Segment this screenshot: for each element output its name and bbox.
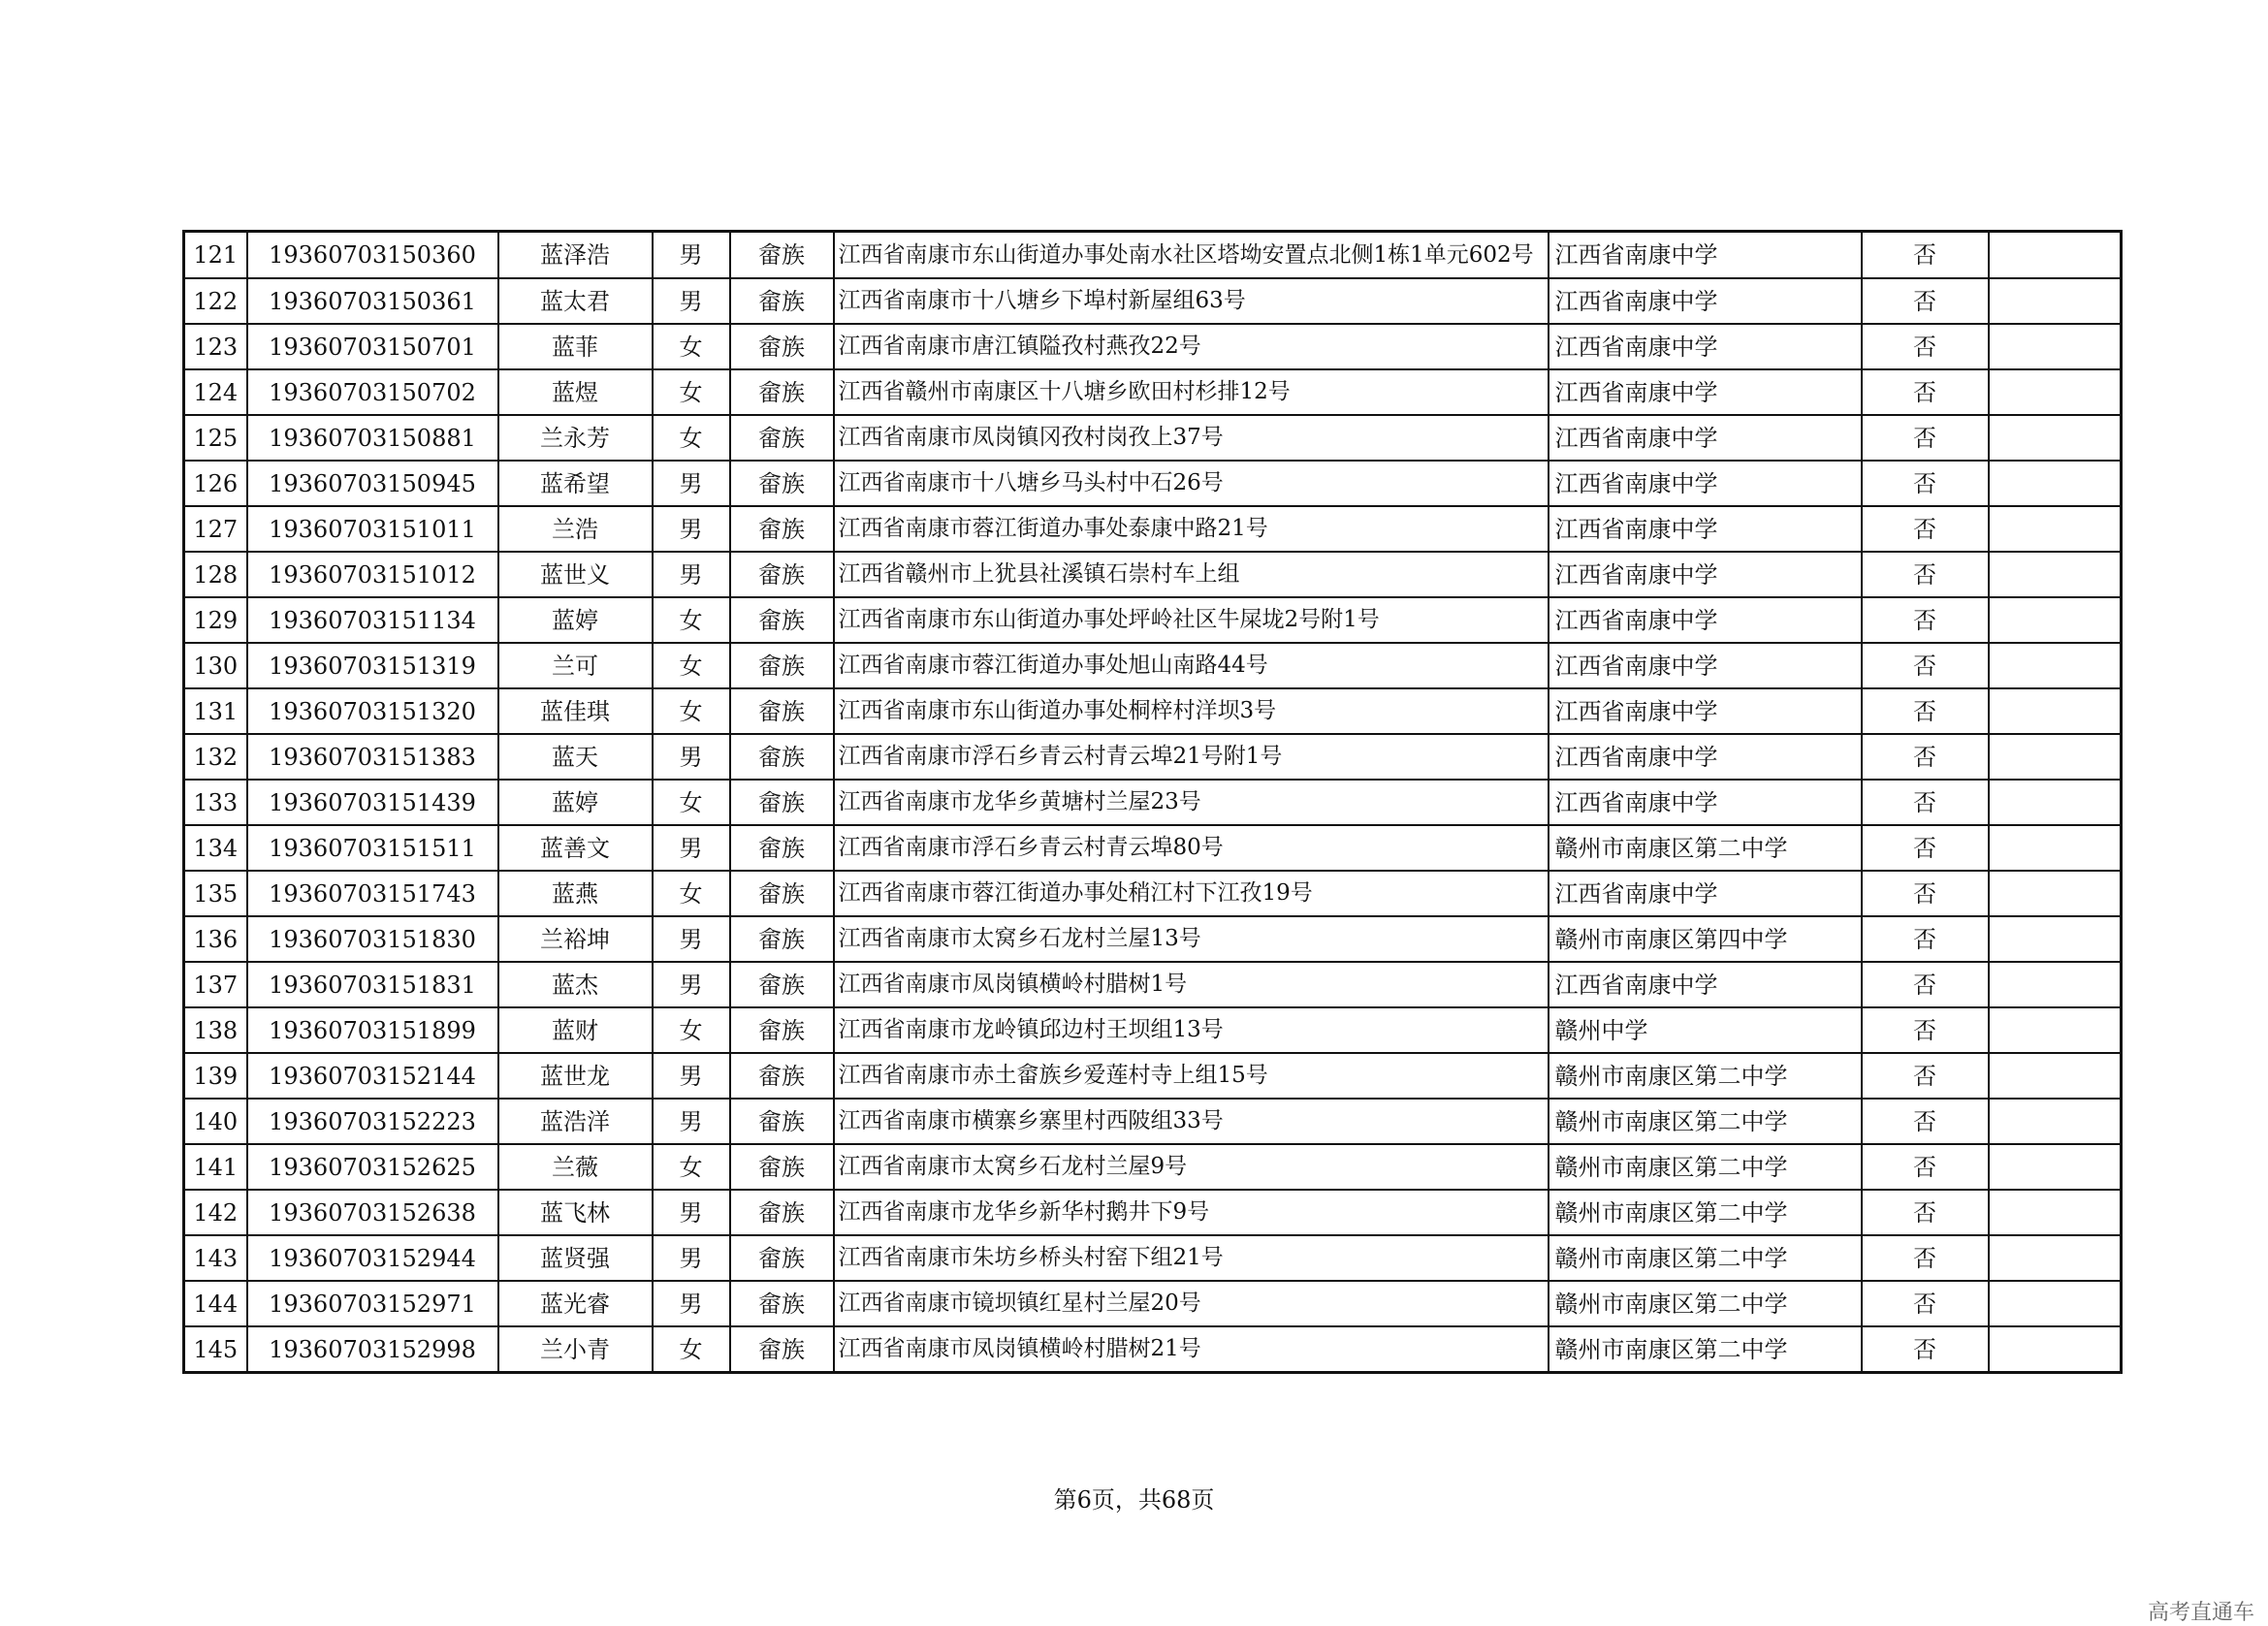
status-flag: 否 <box>1862 1144 1989 1190</box>
student-name: 兰裕坤 <box>498 916 653 962</box>
remarks <box>1989 232 2122 279</box>
row-number: 127 <box>184 506 247 552</box>
ethnicity: 畲族 <box>730 506 834 552</box>
table-row <box>184 278 2122 324</box>
school-name: 江西省南康中学 <box>1549 232 1862 279</box>
home-address: 江西省南康市凤岗镇横岭村腊树1号 <box>834 962 1549 1007</box>
school-name: 江西省南康中学 <box>1549 734 1862 780</box>
exam-id: 19360703150702 <box>247 369 498 415</box>
home-address: 江西省南康市赤土畲族乡爱莲村寺上组15号 <box>834 1053 1549 1099</box>
remarks <box>1989 552 2122 597</box>
remarks <box>1989 1053 2122 1099</box>
gender: 男 <box>653 232 730 279</box>
ethnicity: 畲族 <box>730 1326 834 1373</box>
student-name: 兰可 <box>498 643 653 688</box>
student-name: 兰薇 <box>498 1144 653 1190</box>
home-address: 江西省南康市凤岗镇横岭村腊树21号 <box>834 1326 1549 1373</box>
table-row <box>184 1326 2122 1373</box>
gender: 女 <box>653 1007 730 1053</box>
row-number: 125 <box>184 415 247 461</box>
school-name: 赣州市南康区第二中学 <box>1549 825 1862 871</box>
status-flag: 否 <box>1862 415 1989 461</box>
row-number: 142 <box>184 1190 247 1235</box>
table-row <box>184 734 2122 780</box>
gender: 女 <box>653 688 730 734</box>
roster-table <box>182 230 2123 1374</box>
ethnicity: 畲族 <box>730 552 834 597</box>
status-flag: 否 <box>1862 506 1989 552</box>
school-name: 江西省南康中学 <box>1549 324 1862 369</box>
table-row <box>184 1190 2122 1235</box>
status-flag: 否 <box>1862 1281 1989 1326</box>
remarks <box>1989 1281 2122 1326</box>
remarks <box>1989 369 2122 415</box>
remarks <box>1989 506 2122 552</box>
status-flag: 否 <box>1862 916 1989 962</box>
exam-id: 19360703151830 <box>247 916 498 962</box>
gender: 男 <box>653 1099 730 1144</box>
home-address: 江西省南康市十八塘乡马头村中石26号 <box>834 461 1549 506</box>
remarks <box>1989 962 2122 1007</box>
student-name: 蓝菲 <box>498 324 653 369</box>
school-name: 赣州市南康区第四中学 <box>1549 916 1862 962</box>
row-number: 139 <box>184 1053 247 1099</box>
school-name: 江西省南康中学 <box>1549 597 1862 643</box>
home-address <box>834 232 1549 279</box>
exam-id: 19360703151511 <box>247 825 498 871</box>
school-name: 江西省南康中学 <box>1549 688 1862 734</box>
school-name: 江西省南康中学 <box>1549 369 1862 415</box>
table-row <box>184 415 2122 461</box>
ethnicity: 畲族 <box>730 1053 834 1099</box>
school-name: 赣州市南康区第二中学 <box>1549 1190 1862 1235</box>
student-name: 蓝杰 <box>498 962 653 1007</box>
row-number: 140 <box>184 1099 247 1144</box>
school-name: 赣州中学 <box>1549 1007 1862 1053</box>
row-number: 126 <box>184 461 247 506</box>
ethnicity: 畲族 <box>730 825 834 871</box>
ethnicity: 畲族 <box>730 1281 834 1326</box>
row-number: 129 <box>184 597 247 643</box>
student-name: 蓝泽浩 <box>498 232 653 279</box>
status-flag: 否 <box>1862 825 1989 871</box>
home-address-text: 江西省南康市东山街道办事处南水社区塔坳安置点北侧1栋1单元602号 <box>838 241 1534 268</box>
exam-id: 19360703151831 <box>247 962 498 1007</box>
exam-id: 19360703151011 <box>247 506 498 552</box>
student-name: 蓝佳琪 <box>498 688 653 734</box>
exam-id: 19360703150361 <box>247 278 498 324</box>
gender: 男 <box>653 734 730 780</box>
status-flag: 否 <box>1862 597 1989 643</box>
remarks <box>1989 1099 2122 1144</box>
ethnicity: 畲族 <box>730 415 834 461</box>
remarks <box>1989 324 2122 369</box>
row-number: 137 <box>184 962 247 1007</box>
remarks <box>1989 1235 2122 1281</box>
table-row <box>184 962 2122 1007</box>
exam-id: 19360703151743 <box>247 871 498 916</box>
exam-id: 19360703150360 <box>247 232 498 279</box>
table-row <box>184 688 2122 734</box>
row-number: 121 <box>184 232 247 279</box>
home-address: 江西省南康市龙华乡黄塘村兰屋23号 <box>834 780 1549 825</box>
exam-id: 19360703152998 <box>247 1326 498 1373</box>
student-name: 蓝婷 <box>498 780 653 825</box>
gender: 男 <box>653 1190 730 1235</box>
student-name: 蓝燕 <box>498 871 653 916</box>
exam-id: 19360703151320 <box>247 688 498 734</box>
school-name: 江西省南康中学 <box>1549 871 1862 916</box>
ethnicity: 畲族 <box>730 643 834 688</box>
home-address: 江西省赣州市南康区十八塘乡欧田村杉排12号 <box>834 369 1549 415</box>
gender: 男 <box>653 461 730 506</box>
status-flag: 否 <box>1862 871 1989 916</box>
student-name: 蓝煜 <box>498 369 653 415</box>
home-address: 江西省南康市唐江镇隘孜村燕孜22号 <box>834 324 1549 369</box>
school-name: 江西省南康中学 <box>1549 415 1862 461</box>
exam-id: 19360703151319 <box>247 643 498 688</box>
exam-id: 19360703150701 <box>247 324 498 369</box>
student-name: 蓝太君 <box>498 278 653 324</box>
ethnicity: 畲族 <box>730 1190 834 1235</box>
school-name: 江西省南康中学 <box>1549 506 1862 552</box>
table-row <box>184 1144 2122 1190</box>
school-name: 江西省南康中学 <box>1549 278 1862 324</box>
row-number: 144 <box>184 1281 247 1326</box>
remarks <box>1989 825 2122 871</box>
exam-id: 19360703150945 <box>247 461 498 506</box>
school-name: 江西省南康中学 <box>1549 461 1862 506</box>
table-row <box>184 324 2122 369</box>
student-name: 兰小青 <box>498 1326 653 1373</box>
student-name: 蓝希望 <box>498 461 653 506</box>
watermark-logo: 高考直通车 <box>2147 1601 2254 1625</box>
school-name: 江西省南康中学 <box>1549 780 1862 825</box>
row-number: 131 <box>184 688 247 734</box>
table-row <box>184 825 2122 871</box>
gender: 女 <box>653 415 730 461</box>
roster-body <box>184 232 2122 1373</box>
remarks <box>1989 415 2122 461</box>
school-name: 赣州市南康区第二中学 <box>1549 1326 1862 1373</box>
exam-id: 19360703152971 <box>247 1281 498 1326</box>
exam-id: 19360703152223 <box>247 1099 498 1144</box>
student-name: 蓝财 <box>498 1007 653 1053</box>
gender: 女 <box>653 871 730 916</box>
row-number: 141 <box>184 1144 247 1190</box>
home-address: 江西省南康市镜坝镇红星村兰屋20号 <box>834 1281 1549 1326</box>
home-address: 江西省南康市太窝乡石龙村兰屋13号 <box>834 916 1549 962</box>
remarks <box>1989 597 2122 643</box>
remarks <box>1989 1326 2122 1373</box>
remarks <box>1989 916 2122 962</box>
row-number: 124 <box>184 369 247 415</box>
row-number: 132 <box>184 734 247 780</box>
school-name: 赣州市南康区第二中学 <box>1549 1144 1862 1190</box>
exam-id: 19360703151439 <box>247 780 498 825</box>
ethnicity: 畲族 <box>730 1144 834 1190</box>
home-address: 江西省南康市浮石乡青云村青云埠21号附1号 <box>834 734 1549 780</box>
status-flag: 否 <box>1862 278 1989 324</box>
remarks <box>1989 643 2122 688</box>
ethnicity: 畲族 <box>730 1235 834 1281</box>
student-name: 蓝贤强 <box>498 1235 653 1281</box>
student-name: 蓝光睿 <box>498 1281 653 1326</box>
table-row <box>184 552 2122 597</box>
gender: 女 <box>653 643 730 688</box>
school-name: 赣州市南康区第二中学 <box>1549 1281 1862 1326</box>
table-row <box>184 1235 2122 1281</box>
remarks <box>1989 1007 2122 1053</box>
ethnicity: 畲族 <box>730 324 834 369</box>
student-name: 蓝天 <box>498 734 653 780</box>
gender: 男 <box>653 1053 730 1099</box>
table-row <box>184 369 2122 415</box>
gender: 男 <box>653 1235 730 1281</box>
student-name: 兰永芳 <box>498 415 653 461</box>
row-number: 135 <box>184 871 247 916</box>
exam-id: 19360703152944 <box>247 1235 498 1281</box>
school-name: 江西省南康中学 <box>1549 643 1862 688</box>
gender: 男 <box>653 506 730 552</box>
row-number: 143 <box>184 1235 247 1281</box>
ethnicity: 畲族 <box>730 369 834 415</box>
home-address: 江西省南康市龙岭镇邱边村王坝组13号 <box>834 1007 1549 1053</box>
gender: 男 <box>653 278 730 324</box>
home-address: 江西省南康市龙华乡新华村鹅井下9号 <box>834 1190 1549 1235</box>
status-flag: 否 <box>1862 688 1989 734</box>
home-address: 江西省南康市十八塘乡下埠村新屋组63号 <box>834 278 1549 324</box>
school-name: 江西省南康中学 <box>1549 962 1862 1007</box>
exam-id: 19360703151899 <box>247 1007 498 1053</box>
home-address: 江西省南康市蓉江街道办事处稍江村下江孜19号 <box>834 871 1549 916</box>
exam-id: 19360703152638 <box>247 1190 498 1235</box>
status-flag: 否 <box>1862 1190 1989 1235</box>
row-number: 136 <box>184 916 247 962</box>
home-address: 江西省南康市浮石乡青云村青云埠80号 <box>834 825 1549 871</box>
gender: 男 <box>653 1281 730 1326</box>
student-name: 蓝善文 <box>498 825 653 871</box>
home-address: 江西省南康市太窝乡石龙村兰屋9号 <box>834 1144 1549 1190</box>
ethnicity: 畲族 <box>730 688 834 734</box>
exam-id: 19360703150881 <box>247 415 498 461</box>
status-flag: 否 <box>1862 369 1989 415</box>
home-address: 江西省南康市蓉江街道办事处旭山南路44号 <box>834 643 1549 688</box>
status-flag: 否 <box>1862 232 1989 279</box>
table-row <box>184 1007 2122 1053</box>
row-number: 138 <box>184 1007 247 1053</box>
row-number: 122 <box>184 278 247 324</box>
home-address: 江西省南康市东山街道办事处桐梓村洋坝3号 <box>834 688 1549 734</box>
home-address: 江西省赣州市上犹县社溪镇石崇村车上组 <box>834 552 1549 597</box>
status-flag: 否 <box>1862 1053 1989 1099</box>
exam-id: 19360703151134 <box>247 597 498 643</box>
remarks <box>1989 1190 2122 1235</box>
status-flag: 否 <box>1862 1235 1989 1281</box>
gender: 男 <box>653 962 730 1007</box>
ethnicity: 畲族 <box>730 1099 834 1144</box>
remarks <box>1989 461 2122 506</box>
gender: 男 <box>653 825 730 871</box>
gender: 女 <box>653 369 730 415</box>
table-row <box>184 506 2122 552</box>
status-flag: 否 <box>1862 1007 1989 1053</box>
school-name: 赣州市南康区第二中学 <box>1549 1235 1862 1281</box>
gender: 男 <box>653 916 730 962</box>
student-name: 蓝世龙 <box>498 1053 653 1099</box>
status-flag: 否 <box>1862 324 1989 369</box>
status-flag: 否 <box>1862 461 1989 506</box>
home-address: 江西省南康市凤岗镇冈孜村岗孜上37号 <box>834 415 1549 461</box>
status-flag: 否 <box>1862 1099 1989 1144</box>
status-flag: 否 <box>1862 1326 1989 1373</box>
school-name: 江西省南康中学 <box>1549 552 1862 597</box>
gender: 女 <box>653 780 730 825</box>
row-number: 130 <box>184 643 247 688</box>
gender: 女 <box>653 1326 730 1373</box>
school-name: 赣州市南康区第二中学 <box>1549 1053 1862 1099</box>
remarks <box>1989 278 2122 324</box>
remarks <box>1989 871 2122 916</box>
gender: 女 <box>653 597 730 643</box>
ethnicity: 畲族 <box>730 597 834 643</box>
student-name: 蓝飞林 <box>498 1190 653 1235</box>
student-name: 蓝世义 <box>498 552 653 597</box>
ethnicity: 畲族 <box>730 461 834 506</box>
school-name: 赣州市南康区第二中学 <box>1549 1099 1862 1144</box>
row-number: 145 <box>184 1326 247 1373</box>
exam-id: 19360703152144 <box>247 1053 498 1099</box>
exam-id: 19360703151012 <box>247 552 498 597</box>
table-row <box>184 597 2122 643</box>
home-address: 江西省南康市蓉江街道办事处泰康中路21号 <box>834 506 1549 552</box>
row-number: 123 <box>184 324 247 369</box>
table-row <box>184 232 2122 279</box>
exam-id: 19360703152625 <box>247 1144 498 1190</box>
exam-id: 19360703151383 <box>247 734 498 780</box>
remarks <box>1989 1144 2122 1190</box>
student-name: 兰浩 <box>498 506 653 552</box>
gender: 男 <box>653 552 730 597</box>
table-row <box>184 1099 2122 1144</box>
home-address: 江西省南康市横寨乡寨里村西陂组33号 <box>834 1099 1549 1144</box>
ethnicity: 畲族 <box>730 278 834 324</box>
remarks <box>1989 688 2122 734</box>
ethnicity: 畲族 <box>730 232 834 279</box>
ethnicity: 畲族 <box>730 734 834 780</box>
table-row <box>184 643 2122 688</box>
gender: 女 <box>653 1144 730 1190</box>
table-row <box>184 916 2122 962</box>
status-flag: 否 <box>1862 962 1989 1007</box>
table-row <box>184 871 2122 916</box>
home-address: 江西省南康市东山街道办事处坪岭社区牛屎垅2号附1号 <box>834 597 1549 643</box>
status-flag: 否 <box>1862 780 1989 825</box>
row-number: 133 <box>184 780 247 825</box>
row-number: 128 <box>184 552 247 597</box>
status-flag: 否 <box>1862 552 1989 597</box>
student-name: 蓝婷 <box>498 597 653 643</box>
ethnicity: 畲族 <box>730 780 834 825</box>
page-number: 第6页，共68页 <box>1053 1486 1215 1514</box>
table-row <box>184 461 2122 506</box>
ethnicity: 畲族 <box>730 1007 834 1053</box>
table-row <box>184 1053 2122 1099</box>
remarks <box>1989 734 2122 780</box>
table-row <box>184 1281 2122 1326</box>
table-row <box>184 780 2122 825</box>
gender: 女 <box>653 324 730 369</box>
ethnicity: 畲族 <box>730 916 834 962</box>
status-flag: 否 <box>1862 734 1989 780</box>
row-number: 134 <box>184 825 247 871</box>
remarks <box>1989 780 2122 825</box>
status-flag: 否 <box>1862 643 1989 688</box>
ethnicity: 畲族 <box>730 871 834 916</box>
ethnicity: 畲族 <box>730 962 834 1007</box>
home-address: 江西省南康市朱坊乡桥头村窑下组21号 <box>834 1235 1549 1281</box>
student-name: 蓝浩洋 <box>498 1099 653 1144</box>
